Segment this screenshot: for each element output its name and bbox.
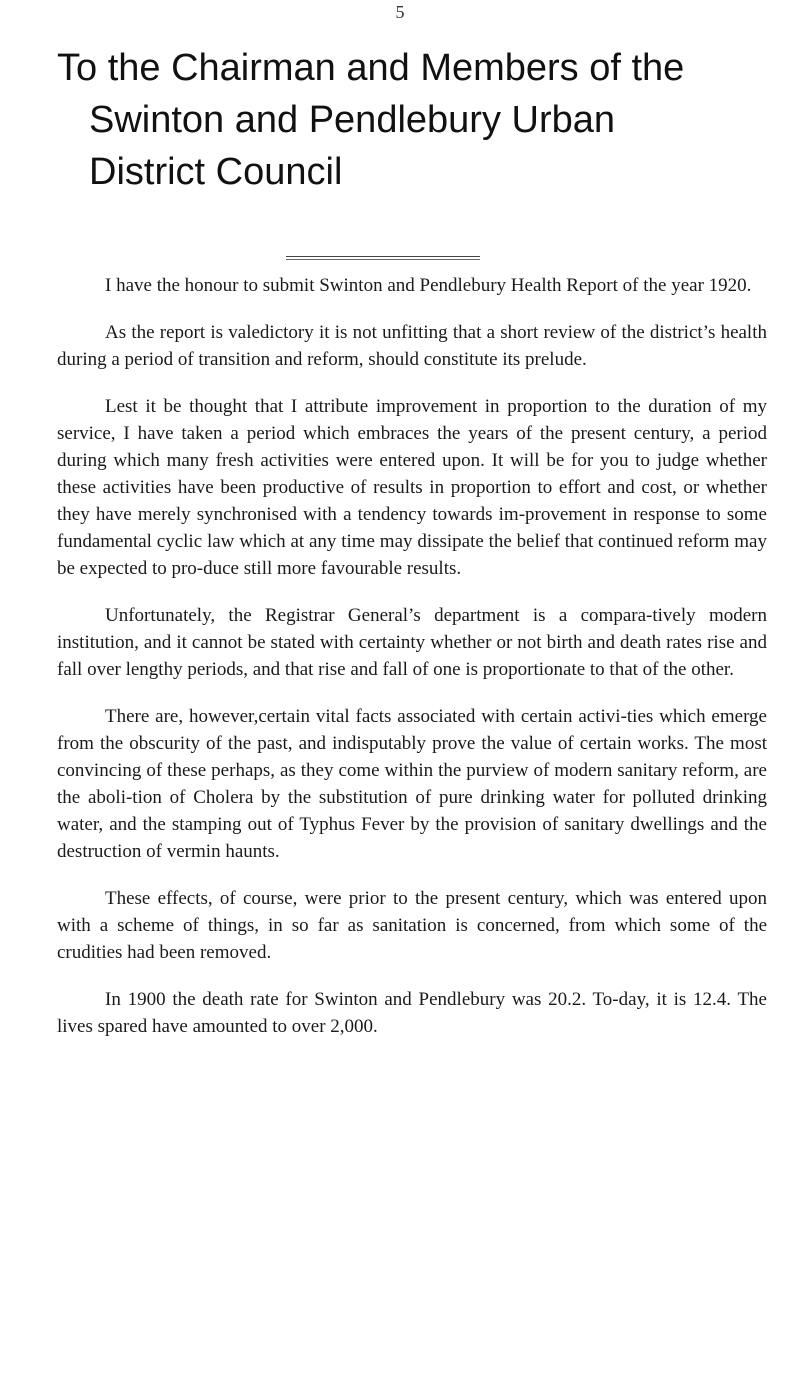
- heading-line-3: District Council: [89, 151, 343, 193]
- paragraph-effects: These effects, of course, were prior to the present century, which was entered upon with a scheme of things, in so far as sanitation is concerned, from which some of the crudities had been removed.: [57, 888, 767, 963]
- paragraph-intro: I have the honour to submit Swinton and Pendlebury Health Report of the year 1920.: [105, 275, 752, 296]
- paragraph-period: Lest it be thought that I attribute improvement in proportion to the duration of my service, I have taken a period which embraces the years of the present century, a period during which many fresh activities were entered upon. It will be for you to judge whether these activities have been productive of results in proportion to effort and cost, or whether they have merely synchronised with a tendency towards im-provement in response to some fundamental cyclic law which at any time may dissipate the belief that continued reform may be expected to pro-duce still more favourable results.: [57, 396, 767, 579]
- heading-line-1: To the Chairman and Members of the: [57, 47, 685, 89]
- paragraph-registrar: Unfortunately, the Registrar General’s department is a compara-tively modern institution, and it cannot be stated with certainty whether or not birth and death rates rise and fall over lengthy periods, and that rise and fall of one is proportionate to that of the other.: [57, 605, 767, 680]
- report-body: [57, 272, 767, 1060]
- paragraph-valedictory: As the report is valedictory it is not unfitting that a short review of the district’s health during a period of transition and reform, should constitute its prelude.: [57, 322, 767, 370]
- paragraph-death-rate: In 1900 the death rate for Swinton and Pendlebury was 20.2. To-day, it is 12.4. The lives spared have amounted to over 2,000.: [57, 989, 767, 1037]
- paragraph-vital-facts: There are, however,certain vital facts associated with certain activi-ties which emerge from the obscurity of the past, and indisputably prove the value of certain works. The most convincing of these perhaps, as they come within the purview of modern sanitary reform, are the aboli-tion of Cholera by the substitution of pure drinking water for polluted drinking water, and the stamping out of Typhus Fever by the provision of sanitary dwellings and the destruction of vermin haunts.: [57, 706, 767, 862]
- heading-line-2: Swinton and Pendlebury Urban: [89, 99, 616, 141]
- page-number: 5: [395, 2, 405, 22]
- address-heading: [57, 42, 757, 198]
- divider-rule: [286, 256, 480, 257]
